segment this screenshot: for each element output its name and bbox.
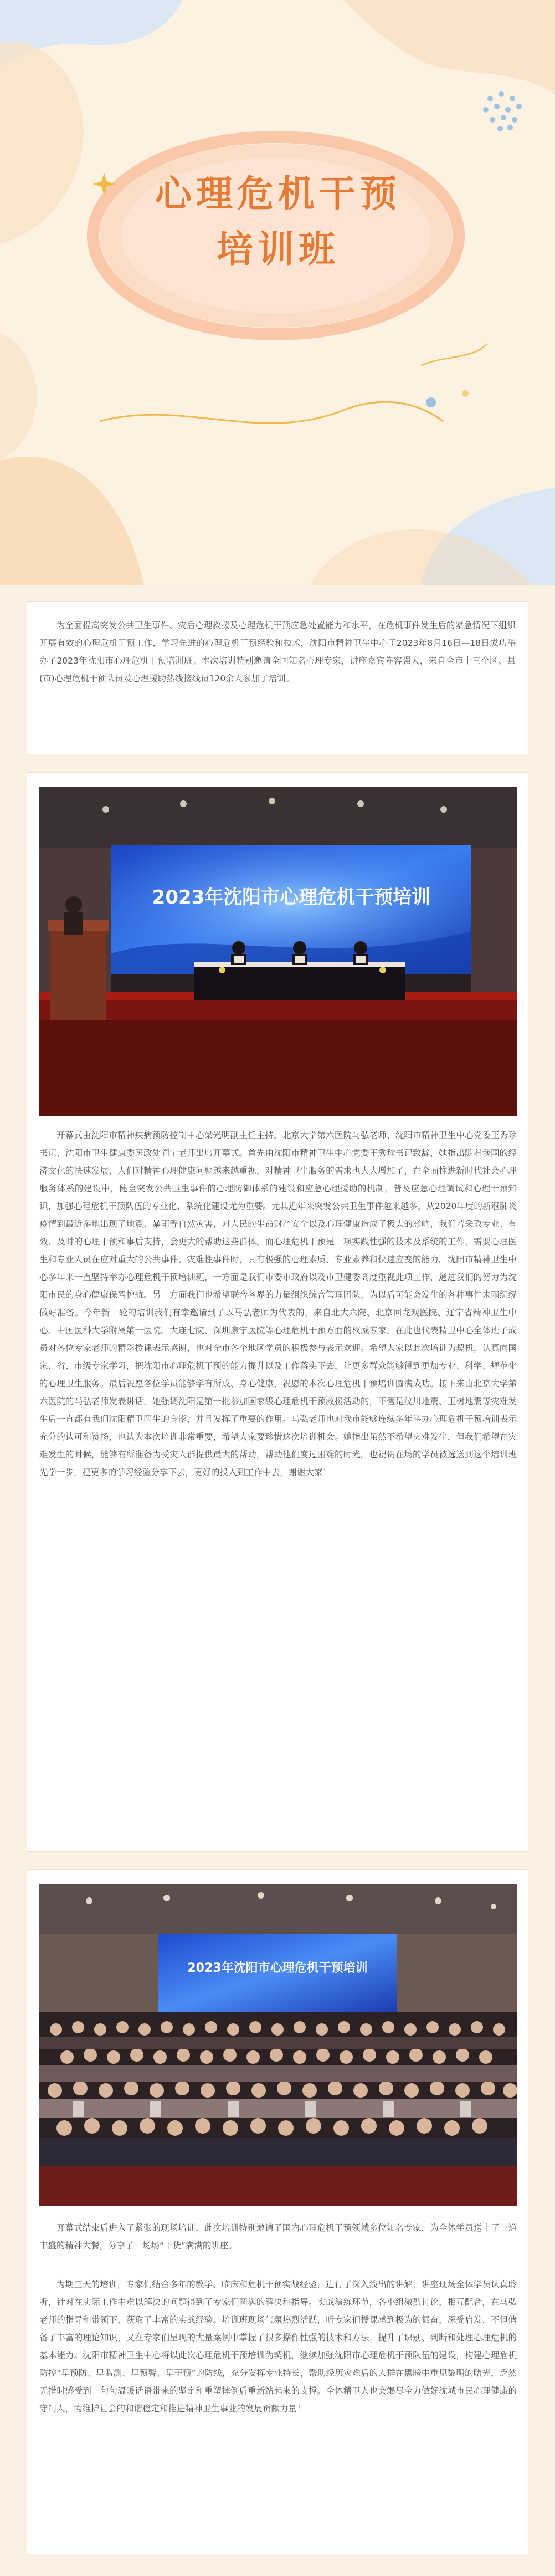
banner-title bbox=[123, 166, 433, 277]
peach-blob-mid-left bbox=[0, 333, 37, 460]
intro-paragraph: 为全面提高突发公共卫生事件、灾后心理救援及心理危机干预应急处置能力和水平，在危机事件发生后的紧急情况下组织开展有效的心理危机干预工作，学习先进的心理危机干预经验和技术，沈阳市精神卫生中心于2023年8月16日—18日成功举办了2023年沈阳市心理危机干预培训班。本次培训特别邀请全国知名心理专家，讲座嘉宾阵容强大，来自全市十三个区、县(市)心理危机干预队员及心理援助热线接线员120余人参加了培训。 bbox=[39, 620, 516, 683]
intro-card bbox=[27, 601, 528, 754]
group-photo bbox=[39, 1884, 517, 2206]
title-line-1: 心理危机干预 bbox=[155, 172, 401, 215]
banner-decoration bbox=[0, 0, 555, 585]
wavy-line bbox=[100, 402, 443, 423]
opening-paragraph: 开幕式由沈阳市精神疾病预防控制中心梁光明副主任主持，北京大学第六医院马弘老师、沈阳市精神卫生中心党委王秀珍书记、沈阳市卫生健康委医政处阎宁老师出席开幕式。首先由沈阳市精神卫生中心党委王秀珍书记致辞，她指出随着我国的经济文化的快速发展，人们对精神心理健康问题越来越重视，对精神卫生服务的需求也大大增加了，在全面推进新时代社会心理服务体系的建设中，健全突发公共卫生事件的心理防御体系的建设和应急心理援助的机制，普及应急心理调试和心理干预知识，加强心理危机干预队伍的专业化、系统化建设尤为重要。尤其近年来突发公共卫生事件越来越多，从2020年度的新冠肺炎疫情到最近多地出现了地震、暴雨等自然灾害，对人民的生命财产安全以及心理健康造成了极大的影响，我们若采取专业、有效、及时的心理干预和事后支持，会更大的帮助这些群体。而心理危机干预是一项实践性强的技术及系统的工作，需要心理医生和专业人员在应对重大的公共事件、灾难性事件时，具有极强的心理素质、专业素养和快速应变的能力。沈阳市精神卫生中心多年来一直坚持举办心理危机干预培训班，一方面是我们市委市政府以及市卫健委高度重视此项工作，通过我们的努力为沈阳市民的身心健康保驾护航。另一方面我们也希望联合各界的力量组织综合管理团队，为以后可能会发生的各种事件未雨绸缪做好准备。今年新一轮的培训我们有幸邀请到了以马弘老师为代表的，来自北大六院、北京回龙观医院、辽宁省精神卫生中心、中国医科大学附属第一医院、大连七院、深圳康宁医院等心理危机干预方面的权威专家。在此也代表精卫中心全体班子成员对各位专家老师的精彩授课表示感谢，也对全市各个地区学员的积极参与表示欢迎。希望大家以此次培训为契机，认真向国家、省、市级专家学习，把沈阳市心理危机干预的能力提升以及工作落实下去，让更多群众能够得到更加专业、科学、规范化的心理卫生服务。最后祝愿各位学员能够学有所成、身心健康，祝愿的本次心理危机干预培训圆满成功。接下来由北京大学第六医院的马弘老师发表讲话，她强调沈阳是第一批参加国家级心理危机干预救援活动的，不管是汶川地震、玉树地震等灾难发生后一直都有我们沈阳精卫医生的身影，并且发挥了重要的作用。马弘老师也对我市能够连续多年举办心理危机干预培训表示充分的认可和赞扬，也认为本次培训非常重要，希望大家要珍惜这次培训机会。她指出虽然不希望灾难发生，但我们希望在灾难发生的时候，能够有所准备为受灾人群提供最大的帮助，帮助他们度过困难的时光。也祝贺在场的学员被选送到这个培训班先学一步，把更多的学习经验分享下去，更好的投入到工作中去，谢谢大家！ bbox=[39, 1130, 517, 1477]
title-line-2: 培训班 bbox=[217, 228, 340, 271]
dot-cluster bbox=[483, 91, 522, 131]
peach-blob-left bbox=[0, 42, 84, 244]
training-paragraph-2: 为期三天的培训，专家们结合多年的教学、临床和危机干预实战经验，进行了深入浅出的讲解，讲座现场全体学员认真聆听，针对在实际工作中难以解决的问题得到了专家们圆满的解决和指导。实战演练环节，各小组激烈讨论，相互配合，在马弘老师的指导和带领下，获取了丰富的实战经验。培训班现场气氛热烈活跃，听专家们授课感到极为的振奋，深受启发，不但储备了丰富的理论知识，又在专家们呈现的大量案例中掌握了很多操作性强的技术和方法，提升了识别、判断和处理心理危机的基本能力。沈阳市精神卫生中心将以此次心理危机干预培训为契机，继续加强沈阳市心理危机干预队伍的建设，构建心理危机防控“早预防、早监测、早预警、早干预”的防线，充分发挥专业特长，帮助经历灾难后的人群在黑暗中重见黎明的曙光，乏然无措时感受到一句句温暖话语带来的坚定和重塑摔倒后重新站起来的支撑。全体精卫人也会竭尽全力做好沈城市民心理健康的守门人，为维护社会的和谐稳定和推进精神卫生事业的发展贡献力量！ bbox=[39, 2279, 517, 2414]
peach-blob-bottom-left bbox=[0, 457, 144, 585]
screen-title-text: 2023年沈阳市心理危机干预培训 bbox=[152, 886, 431, 909]
header-banner bbox=[0, 0, 555, 585]
training-paragraph-1: 开幕式结束后进入了紧张的现场培训，此次培训特别邀请了国内心理危机干预领域多位知名专家，为全体学员送上了一道丰盛的精神大餐，分享了一场场“干货”满满的讲座。 bbox=[39, 2223, 517, 2251]
group-screen-text: 2023年沈阳市心理危机干预培训 bbox=[187, 1961, 368, 1975]
opening-card bbox=[27, 772, 528, 1852]
opening-ceremony-photo bbox=[39, 787, 517, 1116]
training-card bbox=[27, 1869, 528, 2554]
blue-dot bbox=[426, 397, 436, 407]
peach-blob-top-right bbox=[343, 0, 555, 94]
